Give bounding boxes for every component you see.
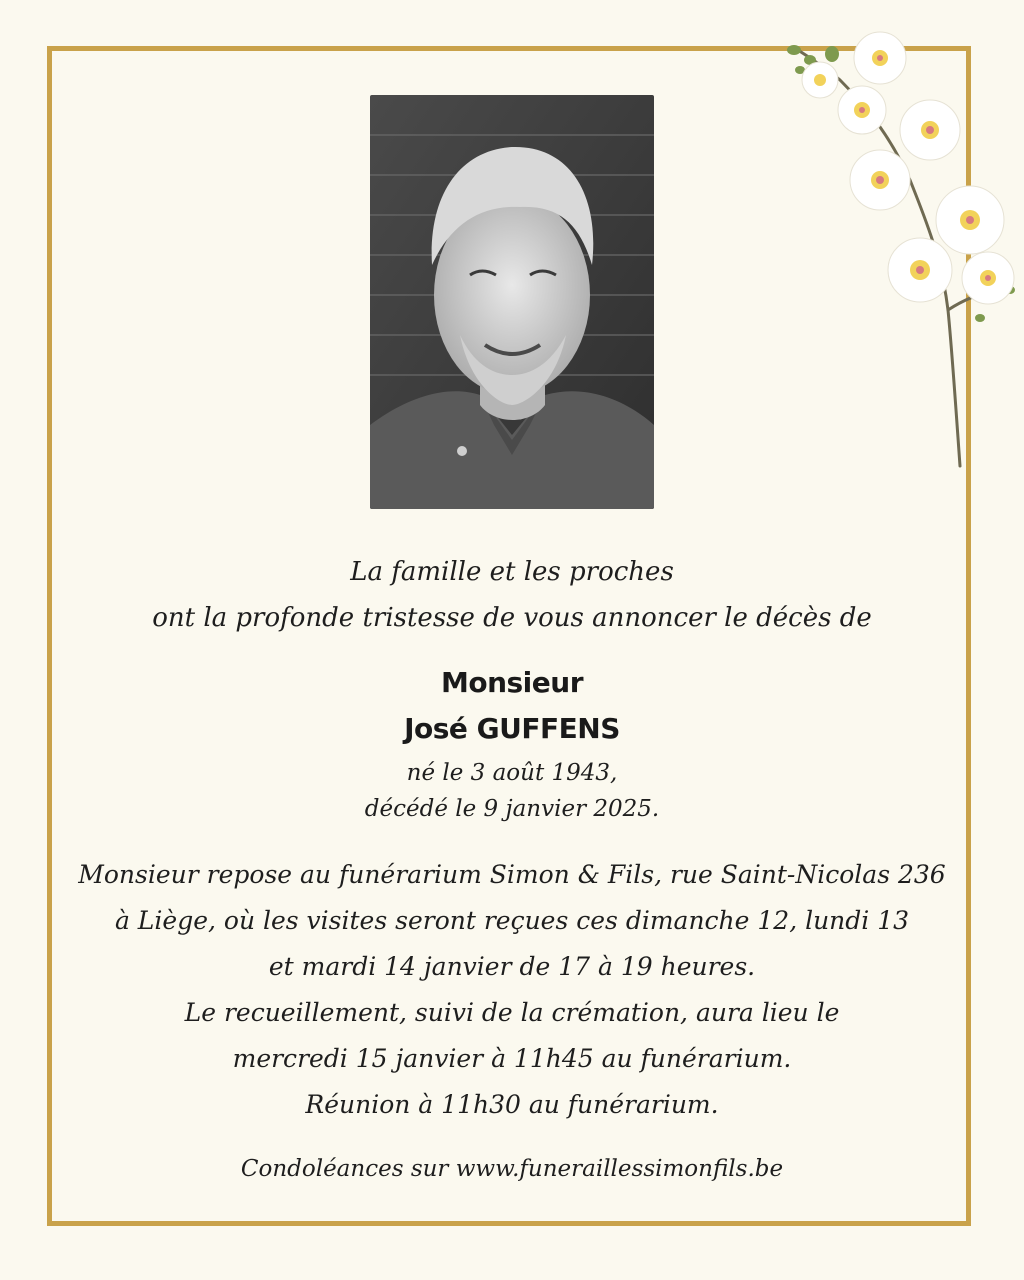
orchid-flowers <box>802 32 1014 304</box>
ceremony-details <box>60 852 964 1128</box>
details-line-2: à Liège, où les visites seront reçues ces dimanche 12, lundi 13 <box>114 906 910 935</box>
orchid-decoration <box>770 30 1024 470</box>
details-line-4: Le recueillement, suivi de la crémation, aura lieu le <box>184 998 840 1027</box>
deceased-name: José GUFFENS <box>404 712 620 745</box>
intro-line-1: La famille et les proches <box>350 557 674 587</box>
portrait-photo <box>370 95 654 509</box>
details-line-3: et mardi 14 janvier de 17 à 19 heures. <box>268 952 756 981</box>
intro-line-2: ont la profonde tristesse de vous annoncer le décès de <box>152 603 872 633</box>
birth-date: né le 3 août 1943, <box>406 760 618 786</box>
deceased-title: Monsieur <box>440 666 584 699</box>
intro-text <box>60 549 964 641</box>
life-dates <box>60 755 964 827</box>
deceased-name-block <box>60 660 964 752</box>
details-line-5: mercredi 15 janvier à 11h45 au funérarium. <box>232 1044 792 1073</box>
details-line-6: Réunion à 11h30 au funérarium. <box>305 1090 719 1119</box>
condolences-line[interactable]: Condoléances sur www.funeraillessimonfils.be <box>240 1156 784 1182</box>
death-date: décédé le 9 janvier 2025. <box>364 796 660 822</box>
details-line-1: Monsieur repose au funérarium Simon & Fils, rue Saint-Nicolas 236 <box>78 860 946 889</box>
